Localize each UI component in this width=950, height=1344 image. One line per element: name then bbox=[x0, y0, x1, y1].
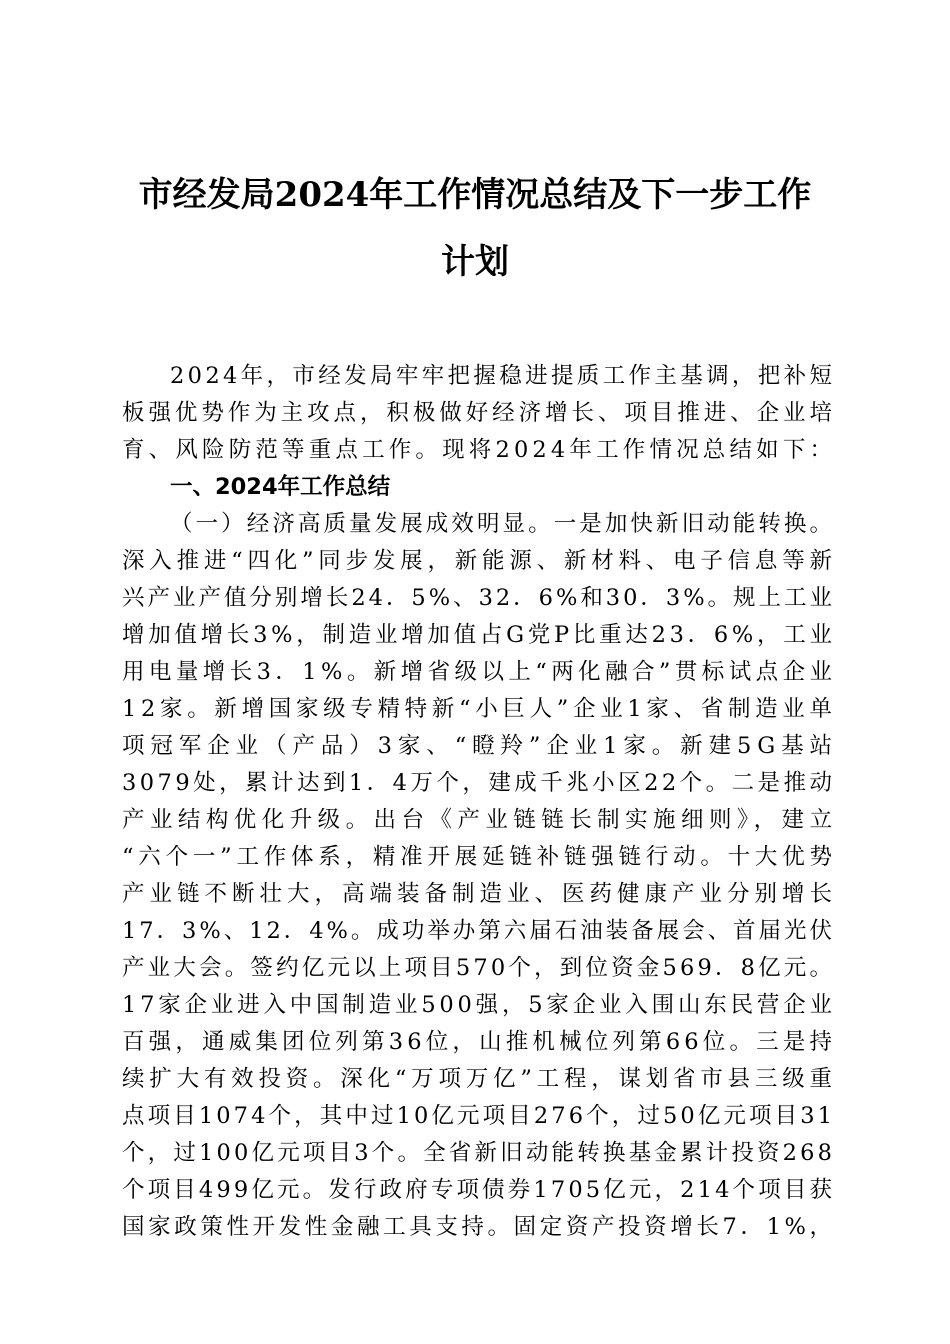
paragraph-line: 国家政策性开发性金融工具支持。固定资产投资增长7．1%， bbox=[122, 1214, 836, 1240]
paragraph-line: 产业大会。签约亿元以上项目570个，到位资金569．8亿元。 bbox=[122, 955, 836, 981]
paragraph-line: 增加值增长3%，制造业增加值占G党P比重达23．6%，工业 bbox=[122, 622, 836, 648]
paragraph-line: 点项目1074个，其中过10亿元项目276个，过50亿元项目31 bbox=[122, 1103, 836, 1129]
paragraph-line: 育、风险防范等重点工作。现将2024年工作情况总结如下： bbox=[122, 437, 837, 463]
paragraph-line: 产业结构优化升级。出台《产业链链长制实施细则》，建立 bbox=[122, 807, 838, 833]
paragraph-line: 12家。新增国家级专精特新“小巨人”企业1家、省制造业单 bbox=[122, 696, 837, 722]
paragraph-line: “六个一”工作体系，精准开展延链补链强链行动。十大优势 bbox=[122, 844, 837, 870]
paragraph-line: 兴产业产值分别增长24．5%、32．6%和30．3%。规上工业 bbox=[122, 585, 835, 611]
paragraph-line: （一）经济高质量发展成效明显。一是加快新旧动能转换。 bbox=[170, 511, 836, 537]
paragraph-line: 2024年，市经发局牢牢把握稳进提质工作主基调，把补短 bbox=[170, 363, 836, 389]
section-heading: 一、2024年工作总结 bbox=[170, 474, 391, 500]
paragraph-line: 个，过100亿元项目3个。全省新旧动能转换基金累计投资268 bbox=[122, 1140, 836, 1166]
paragraph-line: 深入推进“四化”同步发展，新能源、新材料、电子信息等新 bbox=[122, 548, 837, 574]
paragraph-line: 17．3%、12．4%。成功举办第六届石油装备展会、首届光伏 bbox=[122, 918, 835, 944]
document-title-line2: 计划 bbox=[441, 242, 509, 282]
paragraph-line: 板强优势作为主攻点，积极做好经济增长、项目推进、企业培 bbox=[122, 400, 836, 426]
paragraph-line: 3079处，累计达到1．4万个，建成千兆小区22个。二是推动 bbox=[122, 770, 836, 796]
paragraph-line: 项冠军企业（产品）3家、“瞪羚”企业1家。新建5G基站 bbox=[122, 733, 838, 759]
document-body bbox=[122, 358, 838, 1246]
paragraph-line: 17家企业进入中国制造业500强，5家企业入围山东民营企业 bbox=[122, 992, 836, 1018]
paragraph-line: 用电量增长3．1%。新增省级以上“两化融合”贯标试点企业 bbox=[122, 659, 837, 685]
paragraph-line: 个项目499亿元。发行政府专项债券1705亿元，214个项目获 bbox=[122, 1177, 836, 1203]
paragraph-line: 百强，通威集团位列第36位，山推机械位列第66位。三是持 bbox=[122, 1029, 837, 1055]
paragraph-line: 续扩大有效投资。深化“万项万亿”工程，谋划省市县三级重 bbox=[122, 1066, 837, 1092]
document-title-line1: 市经发局2024年工作情况总结及下一步工作 bbox=[138, 175, 812, 215]
paragraph-line: 产业链不断壮大，高端装备制造业、医药健康产业分别增长 bbox=[122, 881, 837, 907]
